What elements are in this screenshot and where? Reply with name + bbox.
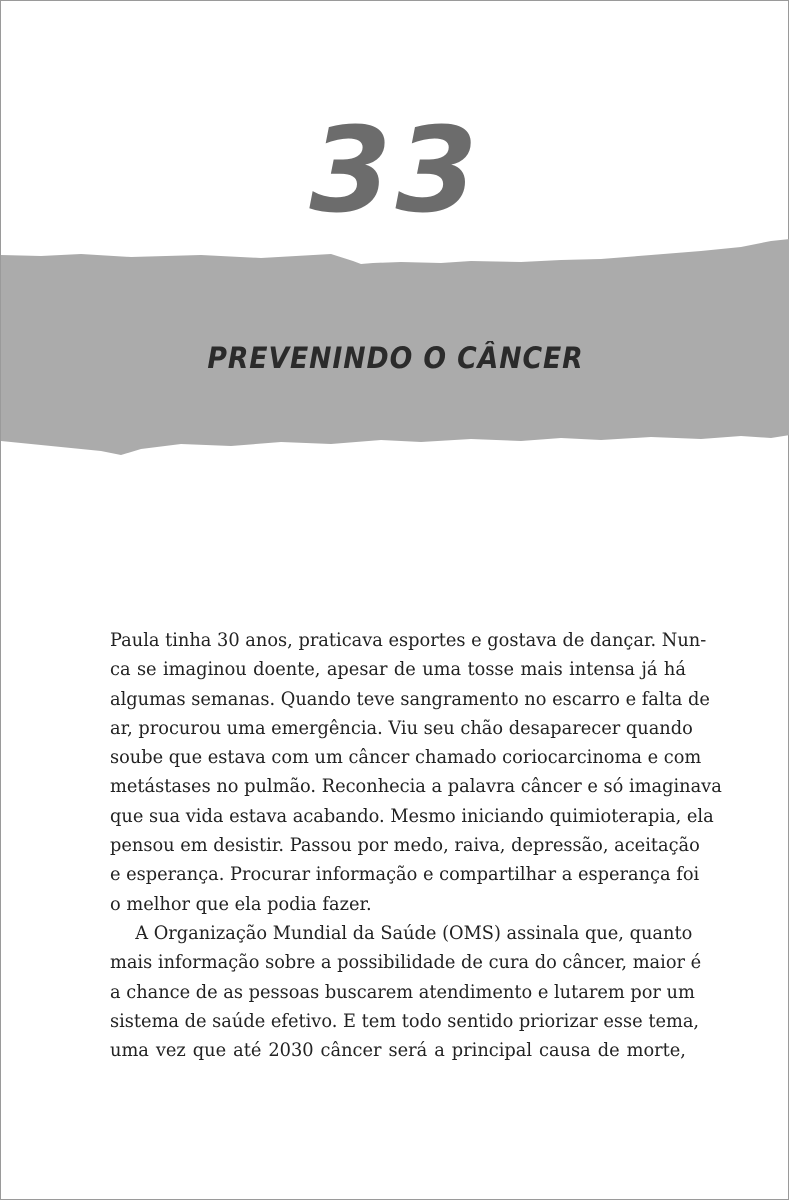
- text-line: soube que estava com um câncer chamado coriocarcinoma e com: [110, 746, 702, 769]
- text-line: o melhor que ela podia fazer.: [110, 892, 372, 915]
- chapter-number: 33: [309, 101, 482, 239]
- chapter-title: PREVENINDO O CÂNCER: [207, 341, 584, 375]
- paragraph-2: [110, 919, 702, 1065]
- body-text: [110, 626, 722, 1065]
- text-line: Paula tinha 30 anos, praticava esportes e gostava de dançar. Nun-: [110, 629, 707, 651]
- text-line: a chance de as pessoas buscarem atendimento e lutarem por um: [110, 980, 695, 1003]
- text-line: uma vez que até 2030 câncer será a principal causa de morte,: [110, 1039, 686, 1062]
- text-line: e esperança. Procurar informação e compartilhar a esperança foi: [110, 863, 700, 886]
- text-line: sistema de saúde efetivo. E tem todo sentido priorizar esse tema,: [110, 1009, 700, 1032]
- text-line: que sua vida estava acabando. Mesmo iniciando quimioterapia, ela: [110, 804, 714, 827]
- text-line: mais informação sobre a possibilidade de cura do câncer, maior é: [110, 951, 702, 974]
- text-line: pensou em desistir. Passou por medo, raiva, depressão, aceitação: [110, 834, 700, 857]
- paragraph-1: [110, 626, 722, 919]
- text-line: A Organização Mundial da Saúde (OMS) assinala que, quanto: [135, 921, 693, 944]
- text-line: algumas semanas. Quando teve sangramento no escarro e falta de: [110, 687, 710, 710]
- text-line: ar, procurou uma emergência. Viu seu chão desaparecer quando: [110, 716, 693, 739]
- text-line: metástases no pulmão. Reconhecia a palavra câncer e só imaginava: [110, 775, 722, 798]
- text-line: ca se imaginou doente, apesar de uma tosse mais intensa já há: [110, 658, 686, 681]
